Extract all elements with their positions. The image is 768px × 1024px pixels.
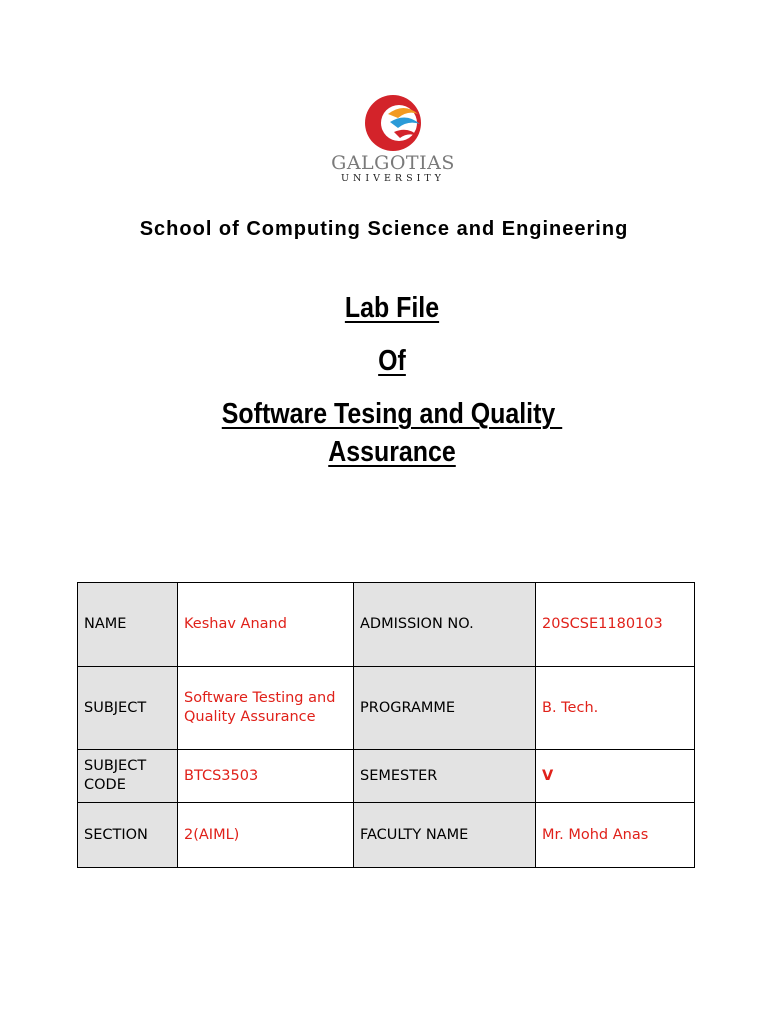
admission-value: 20SCSE1180103 xyxy=(536,583,695,667)
logo-subtitle: UNIVERSITY xyxy=(341,173,445,184)
faculty-value: Mr. Mohd Anas xyxy=(536,803,695,868)
subject-code-label: SUBJECT CODE xyxy=(78,750,178,803)
subject-label: SUBJECT xyxy=(78,667,178,750)
title-line-3: Software Tesing and Quality xyxy=(221,398,563,430)
subject-value: Software Testing and Quality Assurance xyxy=(178,667,354,750)
semester-label: SEMESTER xyxy=(354,750,536,803)
school-name: School of Computing Science and Engineering xyxy=(139,218,629,240)
name-value: Keshav Anand xyxy=(178,583,354,667)
title-line-1: Lab File xyxy=(344,292,440,324)
name-label: NAME xyxy=(78,583,178,667)
logo-name: GALGOTIAS xyxy=(331,152,455,174)
title-line-4: Assurance xyxy=(328,436,456,468)
title-line-2: Of xyxy=(378,345,406,377)
section-label: SECTION xyxy=(78,803,178,868)
programme-value: B. Tech. xyxy=(536,667,695,750)
subject-code-value: BTCS3503 xyxy=(178,750,354,803)
student-info-table xyxy=(77,582,695,868)
semester-value: V xyxy=(536,750,695,803)
faculty-label: FACULTY NAME xyxy=(354,803,536,868)
logo-swirl-icon xyxy=(318,92,468,154)
table-row xyxy=(78,803,695,868)
section-value: 2(AIML) xyxy=(178,803,354,868)
admission-label: ADMISSION NO. xyxy=(354,583,536,667)
table-row xyxy=(78,667,695,750)
table-row xyxy=(78,583,695,667)
university-logo xyxy=(318,92,468,192)
table-row xyxy=(78,750,695,803)
programme-label: PROGRAMME xyxy=(354,667,536,750)
